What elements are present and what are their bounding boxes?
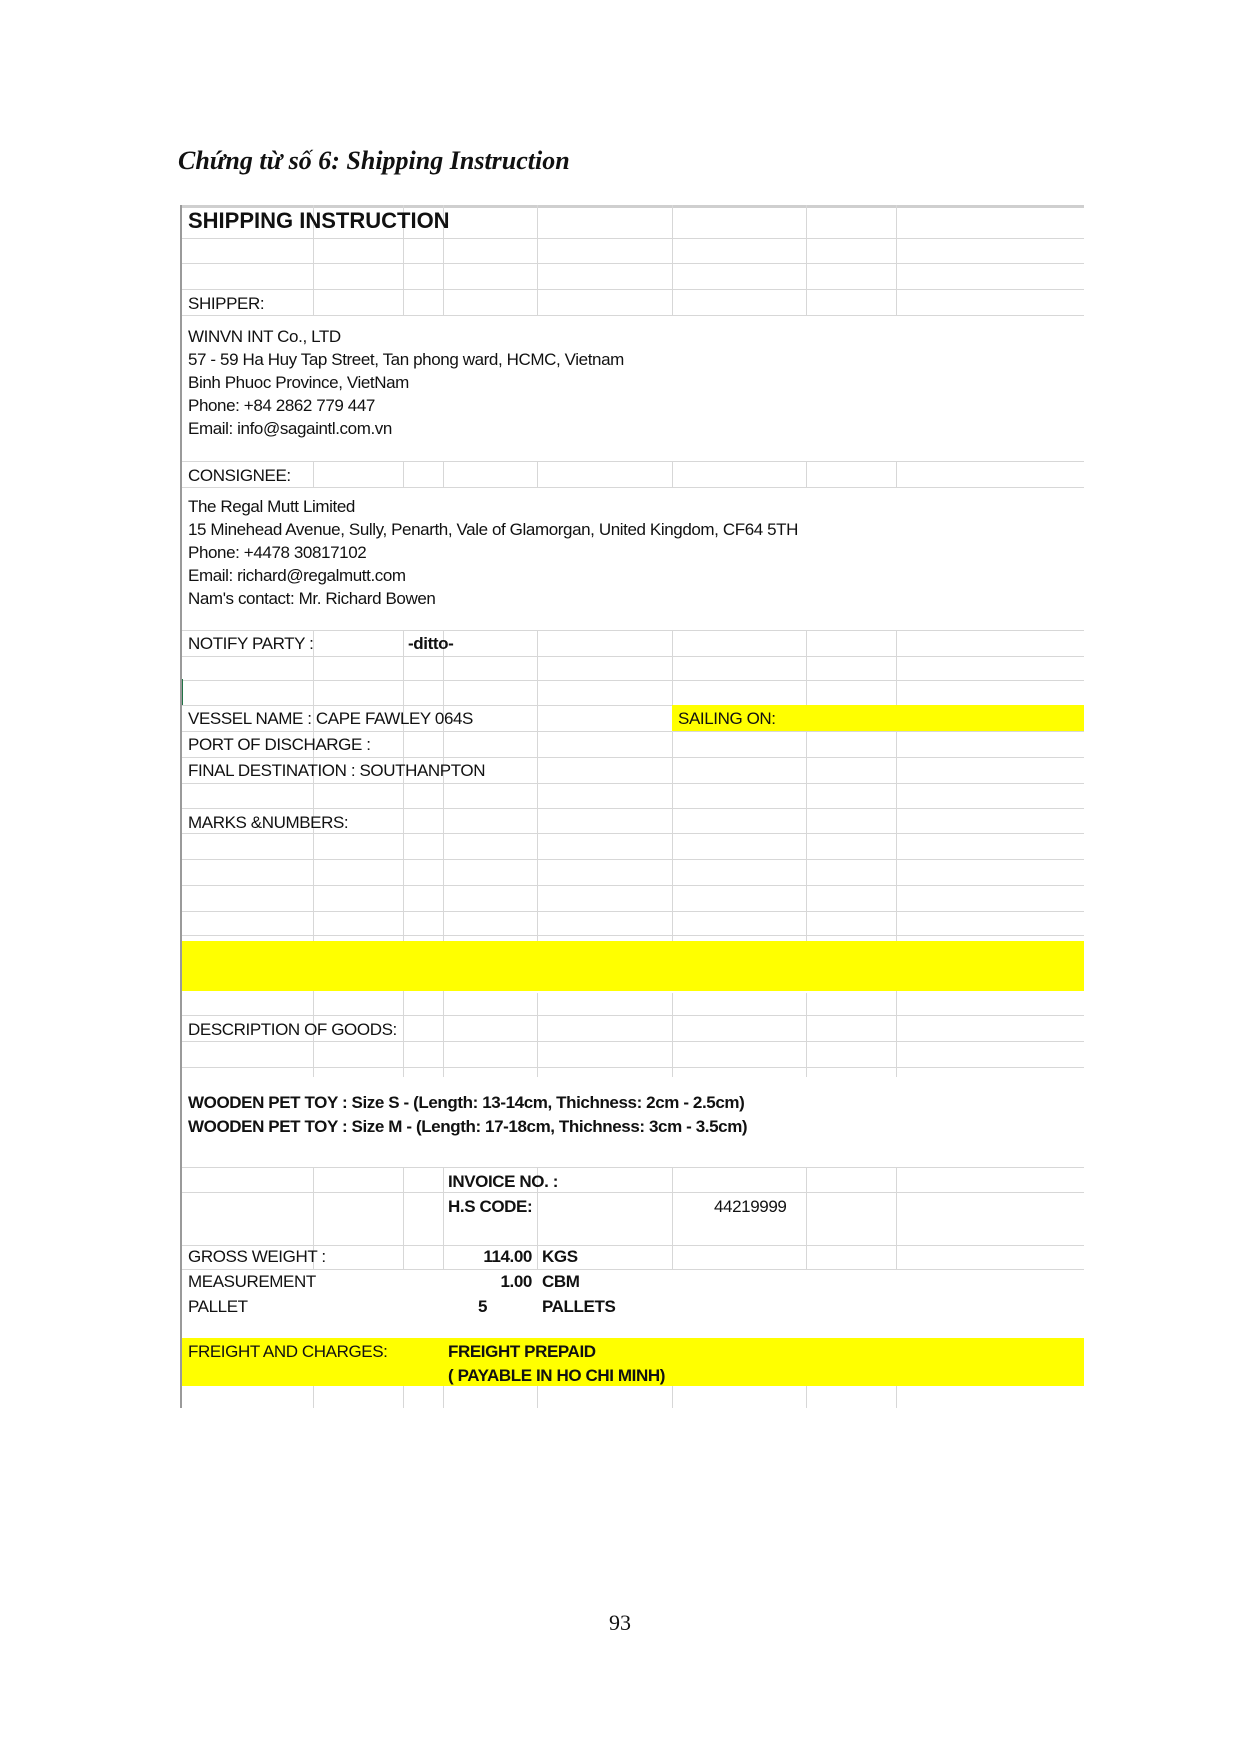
pallet-label: PALLET — [188, 1297, 248, 1316]
grid-row-line — [182, 289, 1084, 290]
consignee-line: The Regal Mutt Limited — [188, 497, 355, 516]
grid-row-line — [182, 1067, 1084, 1068]
freight-value: FREIGHT PREPAID — [448, 1342, 596, 1361]
consignee-label: CONSIGNEE: — [188, 466, 291, 485]
grid-row-line — [182, 1015, 1084, 1016]
shipper-line: 57 - 59 Ha Huy Tap Street, Tan phong ward, HCMC, Vietnam — [188, 350, 624, 369]
description-label: DESCRIPTION OF GOODS: — [188, 1020, 397, 1039]
grid-row-line — [182, 1192, 1084, 1193]
document-heading: Chứng từ số 6: Shipping Instruction — [178, 146, 570, 175]
freight-note: ( PAYABLE IN HO CHI MINH) — [448, 1366, 666, 1385]
freight-charges-label: FREIGHT AND CHARGES: — [188, 1342, 388, 1361]
grid-row-line — [182, 656, 1084, 657]
notify-party-value: -ditto- — [408, 634, 454, 653]
notify-party-label: NOTIFY PARTY : — [188, 634, 314, 653]
shipper-line: WINVN INT Co., LTD — [188, 327, 341, 346]
shipper-line: Email: info@sagaintl.com.vn — [188, 419, 392, 438]
vessel-name: VESSEL NAME : CAPE FAWLEY 064S — [188, 709, 473, 728]
measurement-value: 1.00 — [500, 1272, 532, 1291]
measurement-label: MEASUREMENT — [188, 1272, 316, 1291]
page-number: 93 — [609, 1610, 631, 1635]
grid-row-line — [182, 630, 1084, 631]
gross-weight-value: 114.00 — [483, 1247, 532, 1266]
goods-line: WOODEN PET TOY : Size S - (Length: 13-14cm, Thichness: 2cm - 2.5cm) — [188, 1093, 745, 1112]
grid-row-line — [182, 680, 1084, 681]
marks-numbers-label: MARKS &NUMBERS: — [188, 813, 349, 832]
port-of-discharge: PORT OF DISCHARGE : — [188, 735, 371, 754]
goods-line: WOODEN PET TOY : Size M - (Length: 17-18cm, Thichness: 3cm - 3.5cm) — [188, 1117, 748, 1136]
grid-row-line — [182, 757, 1084, 758]
hs-code-value: 44219999 — [714, 1197, 787, 1216]
grid-row-line — [182, 808, 1084, 809]
sailing-on-label: SAILING ON: — [678, 709, 776, 728]
final-destination: FINAL DESTINATION : SOUTHANPTON — [188, 761, 486, 780]
grid-row-line — [182, 1167, 1084, 1168]
shipper-line: Binh Phuoc Province, VietNam — [188, 373, 409, 392]
gross-weight-unit: KGS — [542, 1247, 578, 1266]
grid-row-line — [182, 238, 1084, 239]
consignee-line: Phone: +4478 30817102 — [188, 543, 367, 562]
grid-row-line — [182, 783, 1084, 784]
pallet-value: 5 — [477, 1297, 487, 1316]
gross-weight-label: GROSS WEIGHT : — [188, 1247, 326, 1266]
hs-code-label: H.S CODE: — [448, 1197, 533, 1216]
grid-row-line — [182, 885, 1084, 886]
shipping-instruction-sheet — [180, 205, 1084, 1408]
marks-highlight-band — [182, 941, 1084, 991]
sheet-title: SHIPPING INSTRUCTION — [188, 208, 450, 233]
grid-row-line — [182, 1041, 1084, 1042]
shipper-label: SHIPPER: — [188, 294, 265, 313]
consignee-line: Email: richard@regalmutt.com — [188, 566, 406, 585]
grid-row-line — [182, 731, 1084, 732]
invoice-no-label: INVOICE NO. : — [448, 1172, 559, 1191]
grid-row-line — [182, 911, 1084, 912]
grid-row-line — [182, 263, 1084, 264]
grid-row-line — [182, 935, 1084, 936]
pallet-unit: PALLETS — [542, 1297, 616, 1316]
consignee-line: Nam's contact: Mr. Richard Bowen — [188, 589, 436, 608]
grid-row-line — [182, 461, 1084, 462]
grid-row-line — [182, 859, 1084, 860]
shipper-line: Phone: +84 2862 779 447 — [188, 396, 375, 415]
active-cell-marker — [180, 679, 183, 705]
consignee-line: 15 Minehead Avenue, Sully, Penarth, Vale of Glamorgan, United Kingdom, CF64 5TH — [188, 520, 799, 539]
measurement-unit: CBM — [542, 1272, 580, 1291]
